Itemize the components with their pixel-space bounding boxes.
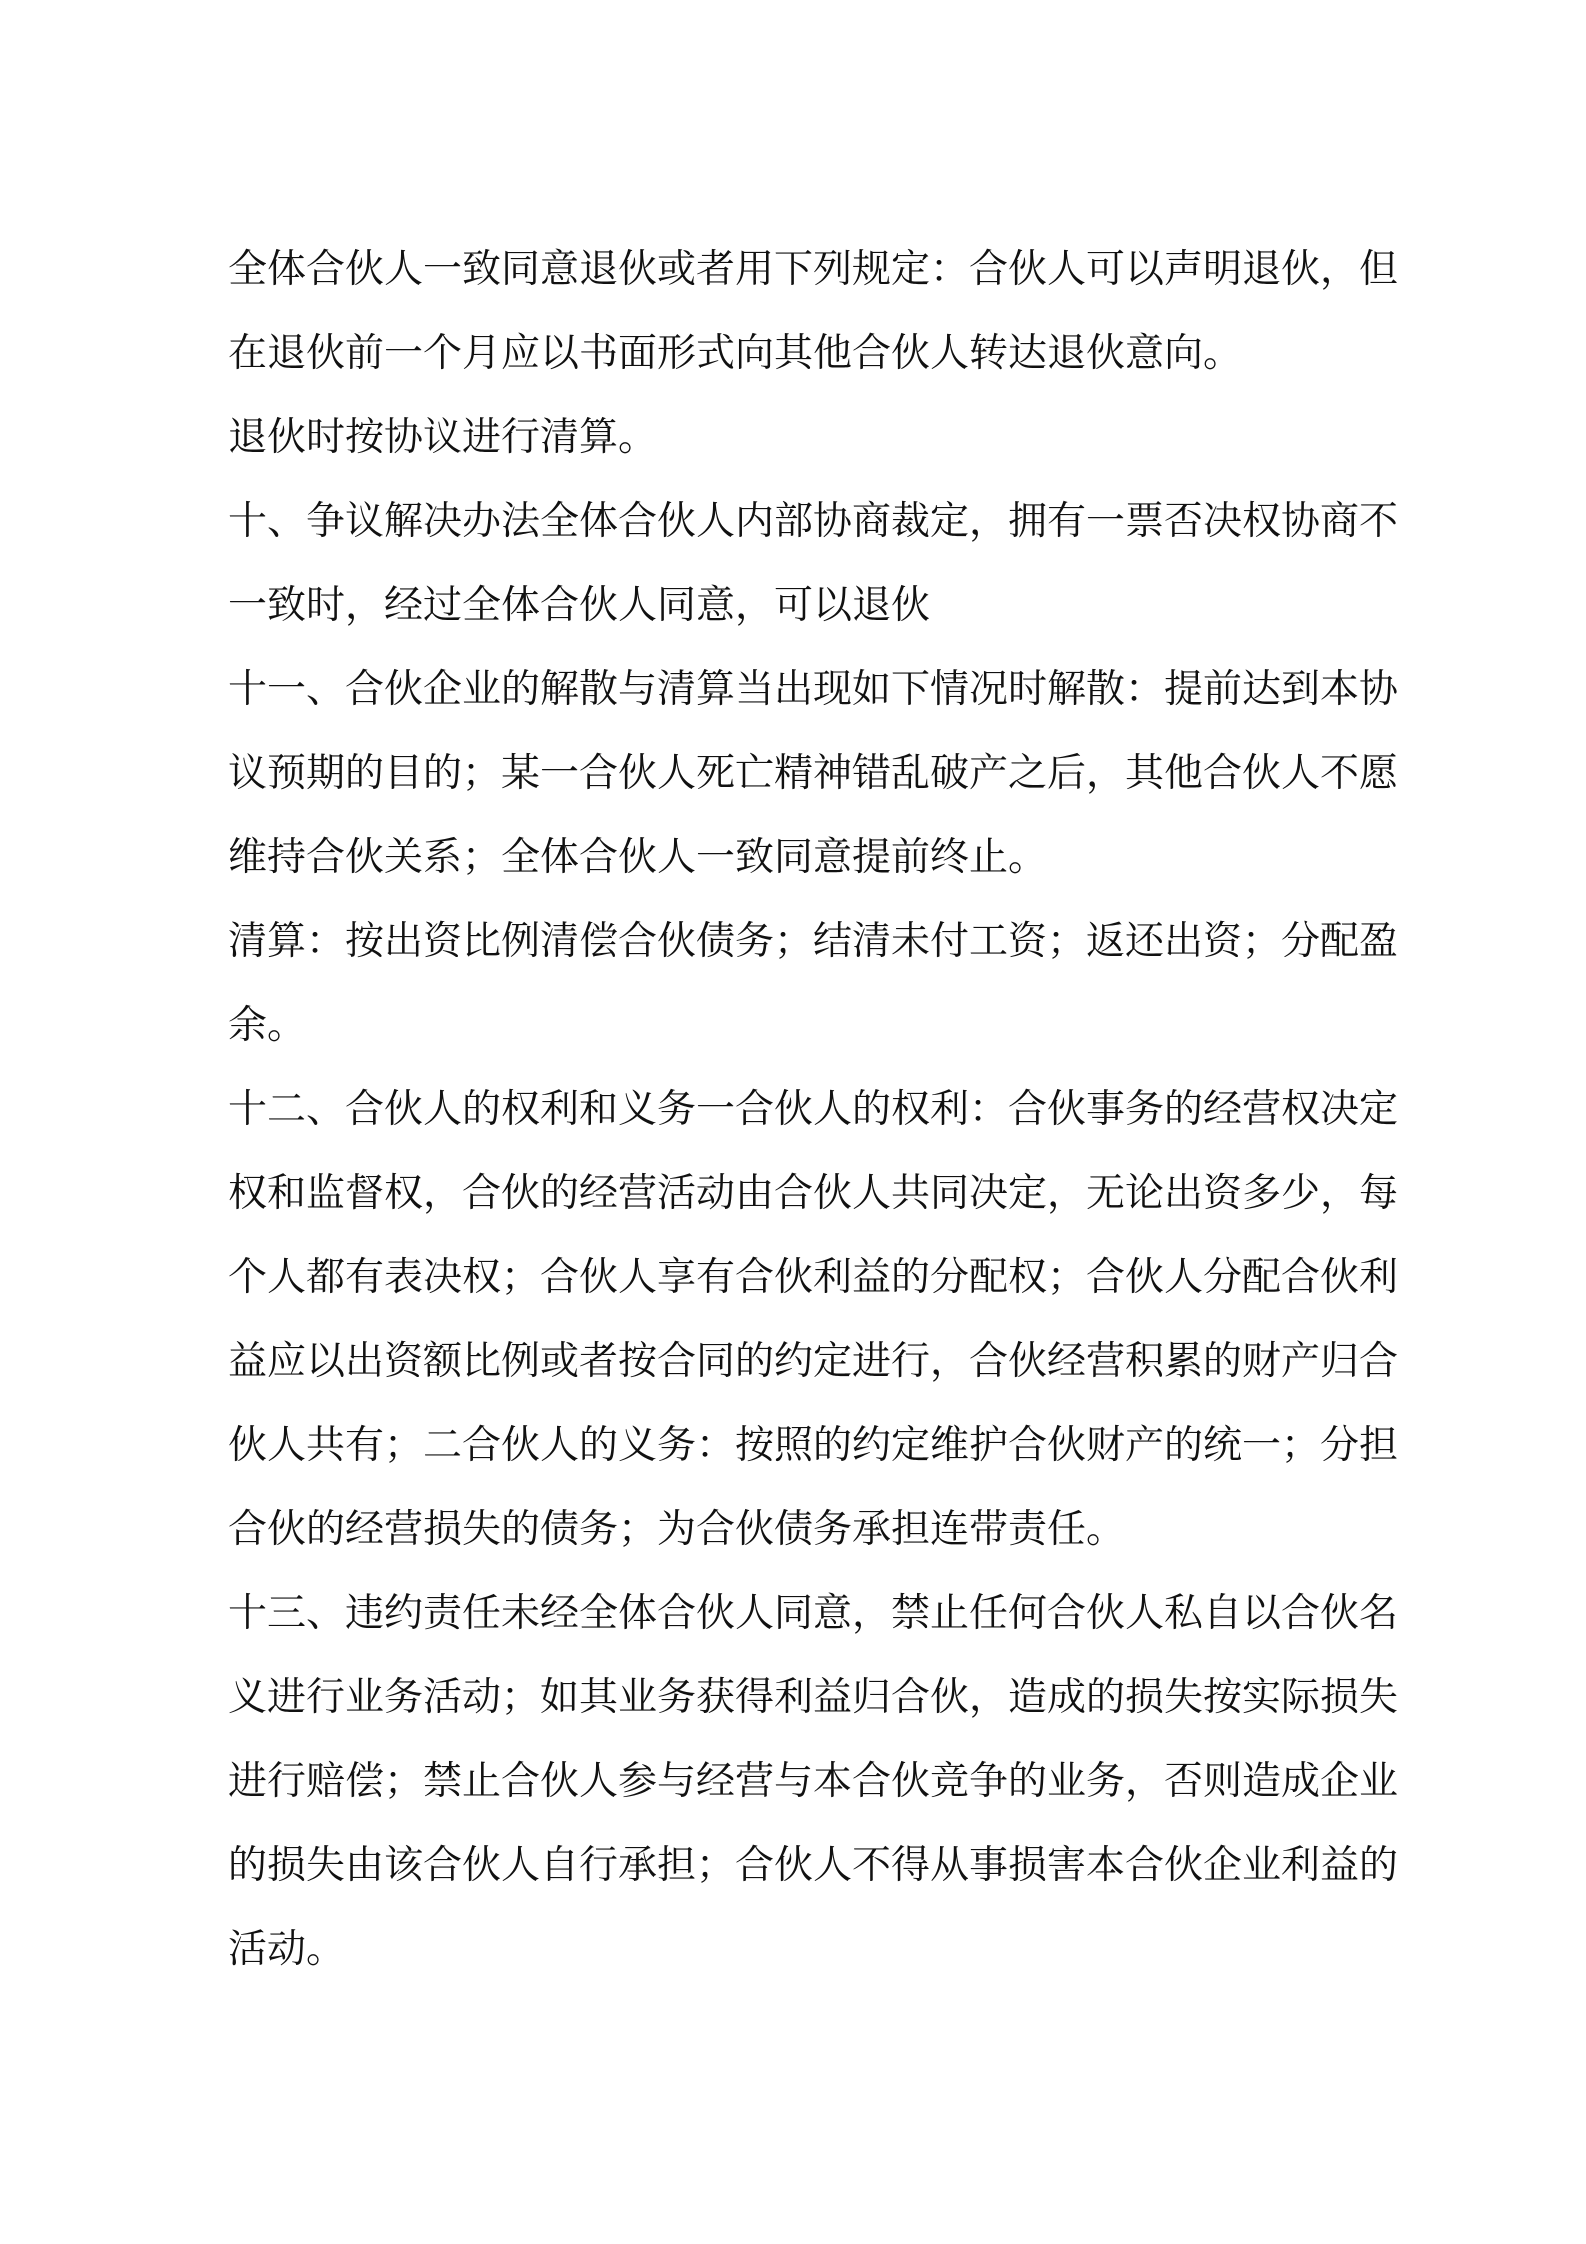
- text-line: 十三、违约责任未经全体合伙人同意，禁止任何合伙人私自以合伙名: [228, 1591, 1399, 1636]
- text-line: 合伙的经营损失的债务；为合伙债务承担连带责任。: [228, 1507, 1126, 1552]
- text-line: 的损失由该合伙人自行承担；合伙人不得从事损害本合伙企业利益的: [228, 1843, 1399, 1888]
- text-line: 在退伙前一个月应以书面形式向其他合伙人转达退伙意向。: [228, 331, 1243, 376]
- text-line: 一致时，经过全体合伙人同意，可以退伙: [228, 583, 931, 628]
- text-line: 维持合伙关系；全体合伙人一致同意提前终止。: [228, 835, 1048, 880]
- text-line: 十一、合伙企业的解散与清算当出现如下情况时解散：提前达到本协: [228, 667, 1399, 712]
- text-line: 全体合伙人一致同意退伙或者用下列规定：合伙人可以声明退伙，但: [228, 247, 1399, 292]
- text-line: 权和监督权，合伙的经营活动由合伙人共同决定，无论出资多少，每: [228, 1171, 1399, 1216]
- text-line: 退伙时按协议进行清算。: [228, 415, 658, 460]
- text-line: 进行赔偿；禁止合伙人参与经营与本合伙竞争的业务，否则造成企业: [228, 1759, 1399, 1804]
- text-line: 义进行业务活动；如其业务获得利益归合伙，造成的损失按实际损失: [228, 1675, 1399, 1720]
- text-line: 益应以出资额比例或者按合同的约定进行，合伙经营积累的财产归合: [228, 1339, 1399, 1384]
- text-line: 议预期的目的；某一合伙人死亡精神错乱破产之后，其他合伙人不愿: [228, 751, 1399, 796]
- text-line: 十二、合伙人的权利和义务一合伙人的权利：合伙事务的经营权决定: [228, 1087, 1399, 1132]
- text-line: 十、争议解决办法全体合伙人内部协商裁定，拥有一票否决权协商不: [228, 499, 1399, 544]
- text-line: 清算：按出资比例清偿合伙债务；结清未付工资；返还出资；分配盈: [228, 919, 1399, 964]
- text-line: 余。: [228, 1003, 307, 1048]
- text-line: 活动。: [228, 1927, 346, 1972]
- text-line: 个人都有表决权；合伙人享有合伙利益的分配权；合伙人分配合伙利: [228, 1255, 1399, 1300]
- text-line: 伙人共有；二合伙人的义务：按照的约定维护合伙财产的统一；分担: [228, 1423, 1399, 1468]
- document-body: [228, 228, 1399, 1992]
